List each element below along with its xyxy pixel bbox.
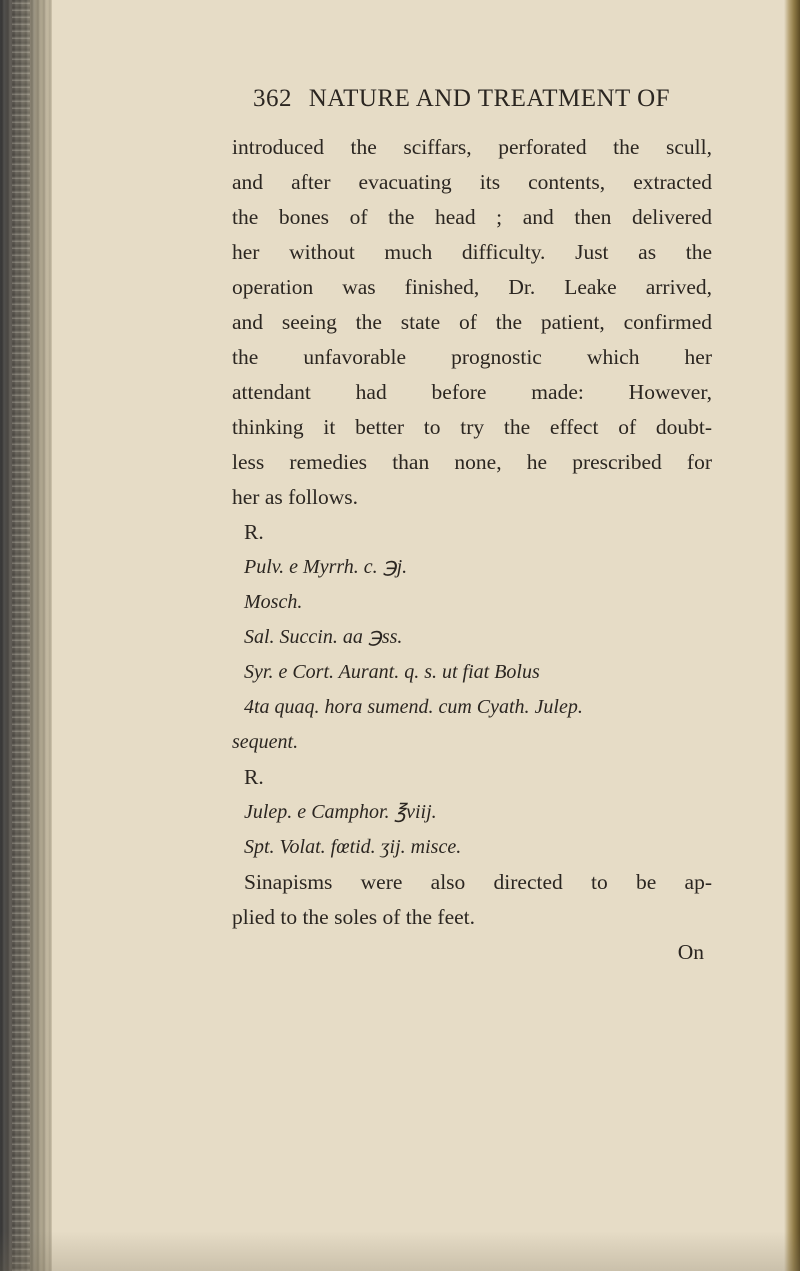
page-number: 362 bbox=[253, 85, 292, 112]
recipe-mark: R. bbox=[244, 765, 264, 789]
page-bottom-edge bbox=[0, 1231, 800, 1271]
text-line: the bones of the head ; and then delivered bbox=[232, 205, 712, 229]
prescription-line: Mosch. bbox=[244, 591, 303, 613]
page-right-edge bbox=[784, 0, 800, 1271]
running-title: NATURE AND TREATMENT OF bbox=[308, 85, 671, 112]
prescription-line: Sal. Succin. aa ℈ss. bbox=[244, 626, 403, 648]
page-header bbox=[253, 85, 723, 113]
text-line: her as follows. bbox=[232, 485, 358, 509]
prescription-line: Julep. e Camphor. ℥viij. bbox=[244, 801, 437, 823]
text-line: and seeing the state of the patient, confirmed bbox=[232, 310, 712, 334]
prescription-line: 4ta quaq. hora sumend. cum Cyath. Julep. bbox=[244, 696, 583, 718]
text-line: plied to the soles of the feet. bbox=[232, 905, 475, 929]
text-line: Sinapisms were also directed to be ap- bbox=[244, 870, 712, 894]
prescription-line: Spt. Volat. fœtid. ʒij. misce. bbox=[244, 836, 462, 858]
page-body bbox=[232, 130, 712, 970]
text-line: and after evacuating its contents, extracted bbox=[232, 170, 712, 194]
text-line: introduced the sciffars, perforated the scull, bbox=[232, 135, 712, 159]
text-line: her without much difficulty. Just as the bbox=[232, 240, 712, 264]
prescription-line: Pulv. e Myrrh. c. ℈j. bbox=[244, 556, 408, 578]
text-line: the unfavorable prognostic which her bbox=[232, 345, 712, 369]
prescription-line: sequent. bbox=[232, 731, 299, 753]
prescription-line: Syr. e Cort. Aurant. q. s. ut fiat Bolus bbox=[244, 661, 540, 683]
recipe-mark: R. bbox=[244, 520, 264, 544]
book-binding-gutter bbox=[0, 0, 52, 1271]
text-line: less remedies than none, he prescribed for bbox=[232, 450, 712, 474]
text-line: operation was finished, Dr. Leake arrived, bbox=[232, 275, 712, 299]
catchword: On bbox=[677, 940, 704, 964]
text-line: attendant had before made: However, bbox=[232, 380, 712, 404]
text-line: thinking it better to try the effect of doubt- bbox=[232, 415, 712, 439]
